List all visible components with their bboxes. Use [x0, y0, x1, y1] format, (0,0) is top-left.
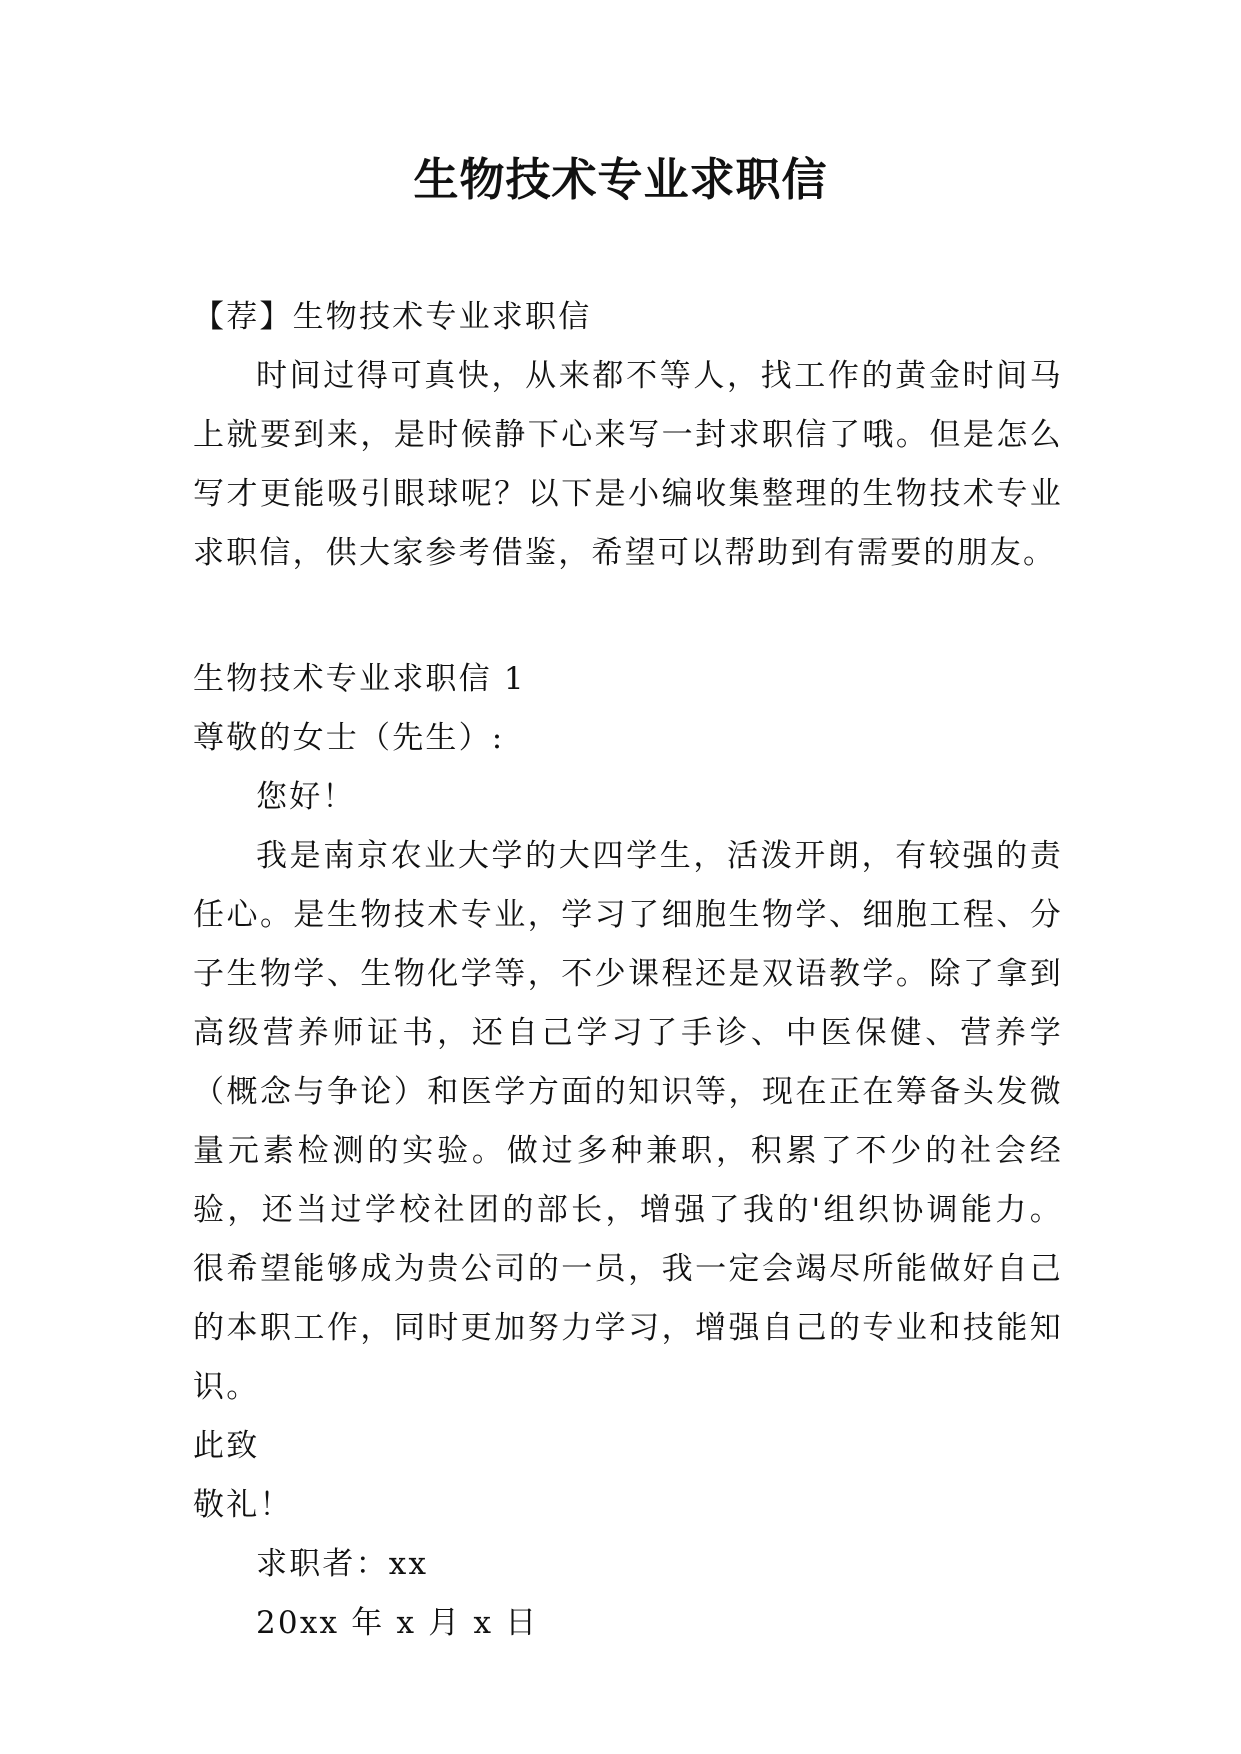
letter-heading: 生物技术专业求职信 1	[193, 661, 526, 697]
intro-header-line: 【荐】生物技术专业求职信	[193, 299, 592, 335]
letter-closing-2: 敬礼！	[193, 1487, 293, 1523]
document-title: 生物技术专业求职信	[413, 153, 828, 206]
intro-section	[193, 288, 1063, 583]
letter-body-paragraph: 我是南京农业大学的大四学生，活泼开朗，有较强的责任心。是生物技术专业，学习了细胞生物学、细胞工程、分子生物学、生物化学等，不少课程还是双语教学。除了拿到高级营养师证书，还自己学习了手诊、中医保健、营养学（概念与争论）和医学方面的知识等，现在正在筹备头发微量元素检测的实验。做过多种兼职，积累了不少的社会经验，还当过学校社团的部长，增强了我的'组织协调能力。很希望能够成为贵公司的一员，我一定会竭尽所能做好自己的本职工作，同时更加努力学习，增强自己的专业和技能知识。	[193, 838, 1063, 1405]
letter-salutation: 尊敬的女士（先生）:	[193, 720, 505, 756]
letter-closing-1: 此致	[193, 1428, 260, 1464]
letter-greeting: 您好！	[256, 779, 356, 815]
letter-date: 20xx 年 x 月 x 日	[256, 1605, 539, 1641]
letter-signer: 求职者：xx	[256, 1546, 429, 1582]
intro-paragraph: 时间过得可真快，从来都不等人，找工作的黄金时间马上就要到来，是时候静下心来写一封求职信了哦。但是怎么写才更能吸引眼球呢？以下是小编收集整理的生物技术专业求职信，供大家参考借鉴，希望可以帮助到有需要的朋友。	[193, 358, 1063, 571]
letter-section	[193, 650, 1063, 1653]
